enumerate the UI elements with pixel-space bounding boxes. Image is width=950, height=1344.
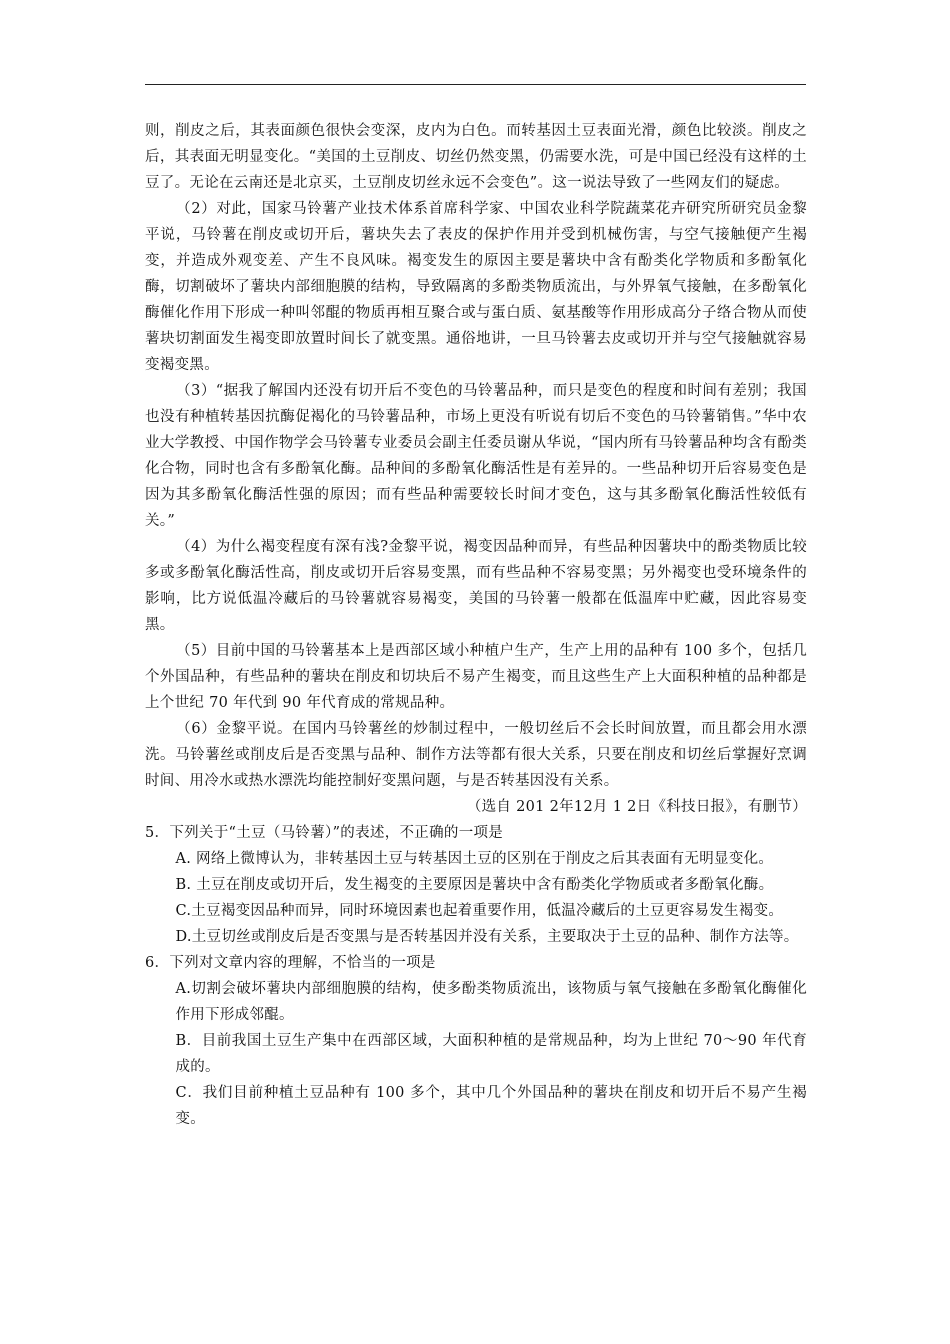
- question-option: A.切割会破坏薯块内部细胞膜的结构，使多酚类物质流出，该物质与氧气接触在多酚氧化酶催化作用下形成邻醌。: [175, 981, 807, 1023]
- article-paragraph: （6）金黎平说。在国内马铃薯丝的炒制过程中，一般切丝后不会长时间放置，而且都会用水漂洗。马铃薯丝或削皮后是否变黑与品种、制作方法等都有很大关系，只要在削皮和切丝后掌握好烹调时间、用冷水或热水漂洗均能控制好变黑问题，与是否转基因没有关系。: [145, 721, 807, 789]
- question-stem: 6．下列对文章内容的理解，不恰当的一项是: [145, 955, 436, 971]
- question-option: B．目前我国土豆生产集中在西部区域，大面积种植的是常规品种，均为上世纪 70～90 年代育成的。: [175, 1033, 807, 1075]
- article-paragraph: （4）为什么褐变程度有深有浅?金黎平说，褐变因品种而异，有些品种因薯块中的酚类物质比较多或多酚氧化酶活性高，削皮或切开后容易变黑，而有些品种不容易变黑；另外褐变也受环境条件的影响，比方说低温冷藏后的马铃薯就容易褐变，美国的马铃薯一般都在低温库中贮藏，因此容易变黑。: [145, 539, 807, 633]
- article-paragraph: （3）“据我了解国内还没有切开后不变色的马铃薯品种，而只是变色的程度和时间有差别；我国也没有种植转基因抗酶促褐化的马铃薯品种，市场上更没有听说有切后不变色的马铃薯销售。”华中农业大学教授、中国作物学会马铃薯专业委员会副主任委员谢从华说，“国内所有马铃薯品种均含有酚类化合物，同时也含有多酚氧化酶。品种间的多酚氧化酶活性是有差异的。一些品种切开后容易变色是因为其多酚氧化酶活性强的原因；而有些品种需要较长时间才变色，这与其多酚氧化酶活性较低有关。”: [145, 383, 807, 529]
- question-option: C．我们目前种植土豆品种有 100 多个，其中几个外国品种的薯块在削皮和切开后不易产生褐变。: [175, 1085, 807, 1127]
- document-body: [145, 118, 807, 1132]
- question-option: B. 土豆在削皮或切开后，发生褐变的主要原因是薯块中含有酚类化学物质或者多酚氧化酶。: [175, 877, 774, 893]
- article-paragraph: （5）目前中国的马铃薯基本上是西部区域小种植户生产，生产上用的品种有 100 多个，包括几个外国品种，有些品种的薯块在削皮和切块后不易产生褐变，而且这些生产上大面积种植的品种都是上个世纪 70 年代到 90 年代育成的常规品种。: [145, 643, 807, 711]
- question-option: A. 网络上微博认为，非转基因土豆与转基因土豆的区别在于削皮之后其表面有无明显变化。: [175, 851, 774, 867]
- question-stem: 5．下列关于“土豆（马铃薯）”的表述，不正确的一项是: [145, 825, 504, 841]
- article-paragraph: （2）对此，国家马铃薯产业技术体系首席科学家、中国农业科学院蔬菜花卉研究所研究员金黎平说，马铃薯在削皮或切开后，薯块失去了表皮的保护作用并受到机械伤害，与空气接触便产生褐变，并造成外观变差、产生不良风味。褐变发生的原因主要是薯块中含有酚类化学物质和多酚氧化酶，切割破坏了薯块内部细胞膜的结构，导致隔离的多酚类物质流出，与外界氧气接触，在多酚氧化酶催化作用下形成一种叫邻醌的物质再相互聚合或与蛋白质、氨基酸等作用形成高分子络合物从而使薯块切割面发生褐变即放置时间长了就变黑。通俗地讲，一旦马铃薯去皮或切开并与空气接触就容易变褐变黑。: [145, 201, 807, 373]
- article-source: （选自 201 2年12月 1 2日《科技日报》，有删节）: [466, 799, 807, 815]
- question-option: D.土豆切丝或削皮后是否变黑与是否转基因并没有关系，主要取决于土豆的品种、制作方法等。: [175, 929, 799, 945]
- question-option: C.土豆褐变因品种而异，同时环境因素也起着重要作用，低温冷藏后的土豆更容易发生褐变。: [175, 903, 784, 919]
- article-paragraph: 则，削皮之后，其表面颜色很快会变深，皮内为白色。而转基因土豆表面光滑，颜色比较淡。削皮之后，其表面无明显变化。“美国的土豆削皮、切丝仍然变黑，仍需要水洗，可是中国已经没有这样的土豆了。无论在云南还是北京买，土豆削皮切丝永远不会变色”。这一说法导致了一些网友们的疑虑。: [145, 123, 807, 191]
- header-rule: [145, 84, 806, 85]
